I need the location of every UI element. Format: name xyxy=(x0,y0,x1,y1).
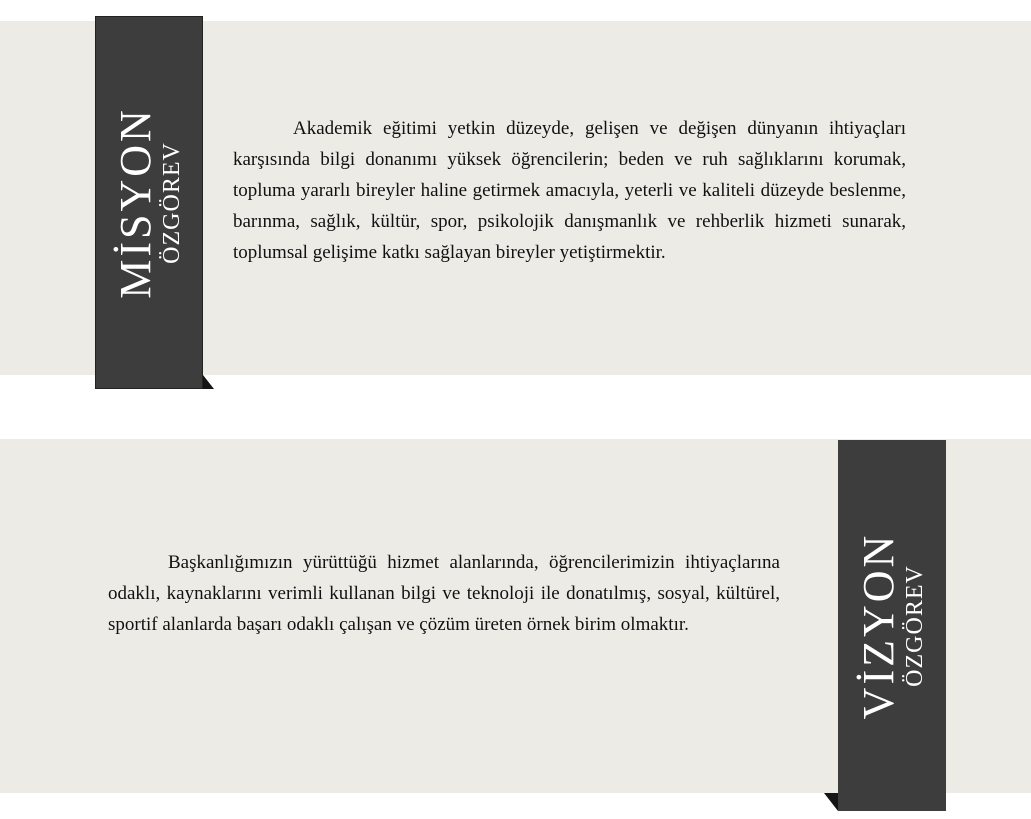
mission-subtitle: ÖZGÖREV xyxy=(159,141,185,264)
mission-ribbon-label xyxy=(113,107,185,299)
mission-text: Akademik eğitimi yetkin düzeyde, gelişen ve değişen dünyanın ihtiyaçları karşısında bilgi donanımı yüksek öğrencilerin; beden ve ruh sağlıklarını korumak, topluma yararlı bireyler haline getirmek amacıyla, yeterli ve kaliteli düzeyde beslenme, barınma, sağlık, kültür, spor, psikolojik danışmanlık ve rehberlik hizmeti sunarak, toplumsal gelişime katkı sağlayan bireyler yetiştirmektir. xyxy=(233,118,906,263)
vision-subtitle: ÖZGÖREV xyxy=(902,564,928,687)
vision-ribbon-fold xyxy=(824,793,838,811)
mission-ribbon-fold xyxy=(203,375,214,389)
mission-title: MİSYON xyxy=(111,106,160,299)
vision-ribbon xyxy=(838,440,946,811)
vision-title: VİZYON xyxy=(854,532,903,719)
vision-text: Başkanlığımızın yürüttüğü hizmet alanlarında, öğrencilerimizin ihtiyaçlarına odaklı, kaynaklarını verimli kullanan bilgi ve teknoloji ile donatılmış, sosyal, kültürel, sportif alanlarda başarı odaklı çalışan ve çözüm üreten örnek birim olmaktır. xyxy=(108,552,780,635)
vision-ribbon-label xyxy=(856,532,928,719)
mission-ribbon xyxy=(95,16,203,389)
